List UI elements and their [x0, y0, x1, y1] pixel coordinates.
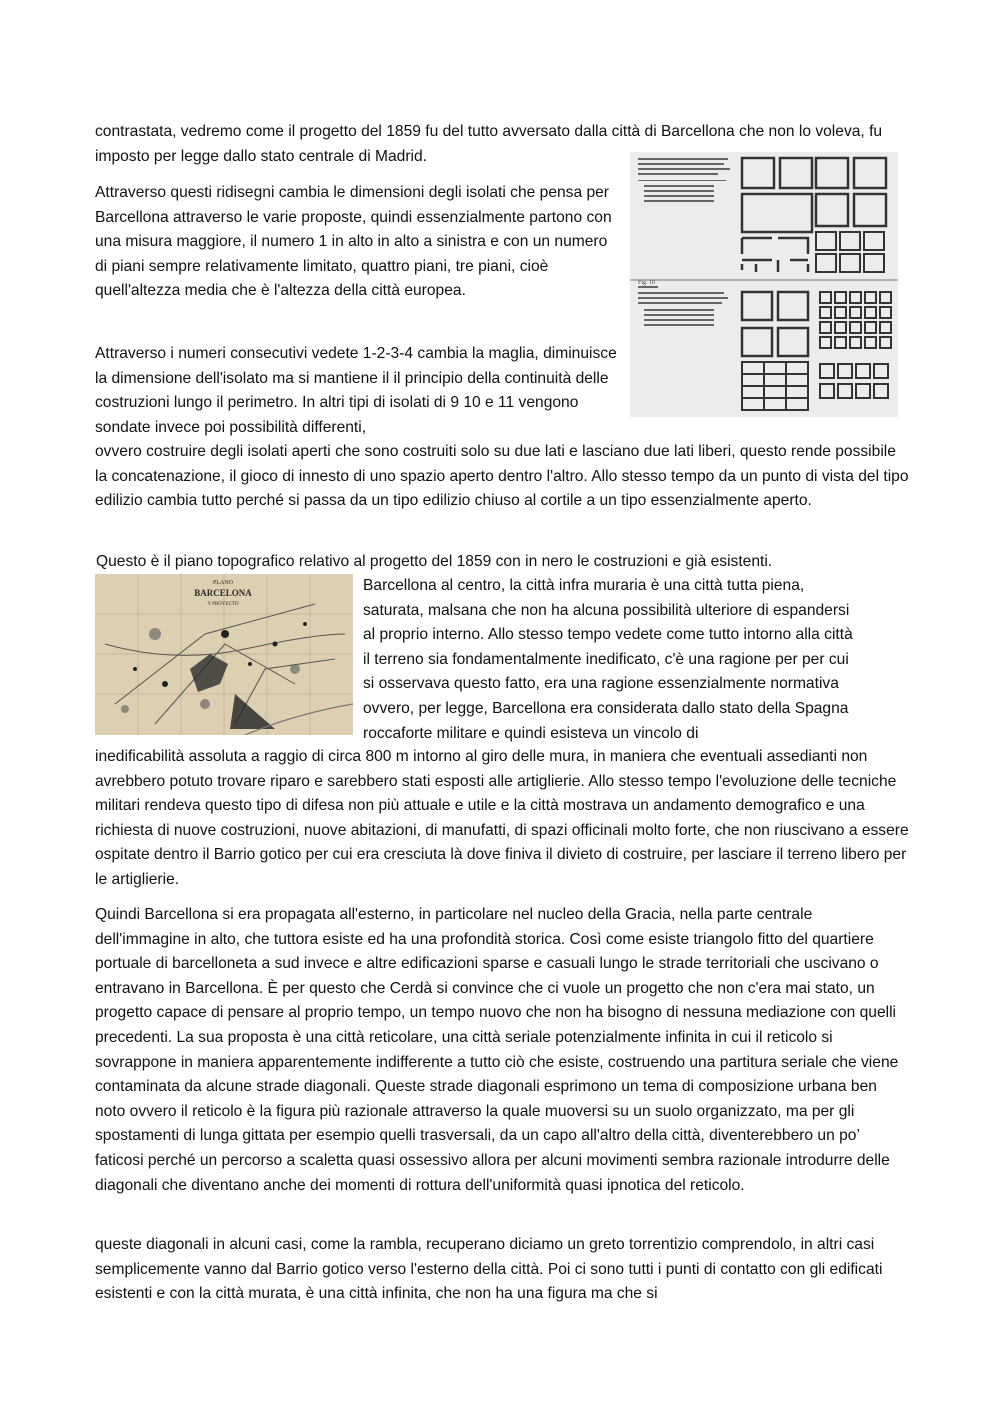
paragraph-4-side: Barcellona al centro, la città infra muraria è una città tutta piena, saturata, malsana che non ha alcuna possibilità ulteriore di espandersi al proprio interno. Allo stesso tempo vedete come tutto intorno alla città il terreno sia fondamentalmente inedificato, c'è una ragione per per cui si osservava questo fatto, era una ragione essenzialmente normativa ovvero, per legge, Barcellona era considerata dallo stato della Spagna roccaforte militare e quindi esisteva un vincolo di	[363, 577, 853, 742]
svg-text:PLANO: PLANO	[212, 580, 234, 586]
fig-label: Fig. 10	[638, 280, 656, 286]
paragraph-4-title: Questo è il piano topografico relativo al progetto del 1859 con in nero le costruzioni e già esistenti.	[96, 553, 773, 570]
barcelona-plan-figure	[95, 574, 353, 735]
paragraph-4-wide: inedificabilità assoluta a raggio di circa 800 m intorno al giro delle mura, in maniera che eventuali assedianti non avrebbero potuto trovare riparo e sarebbero stati esposti alle artiglierie. Allo stesso tempo l'evoluzione delle tecniche militari rendeva questo tipo di difesa non più attuale e utile e la città mostrava un andamento demografico e una richiesta di nuove costruzioni, nuove abitazioni, di manufatti, di spazi officinali molto forte, che non riuscivano a essere ospitate dentro il Barrio gotico per cui era cresciuta là dove finiva il divieto di costruire, per lasciare il terreno libero per le artiglierie.	[95, 748, 909, 888]
paragraph-3-wide: ovvero costruire degli isolati aperti che sono costruiti solo su due lati e lasciano due lati liberi, questo rende possibile la concatenazione, il gioco di innesto di uno spazio aperto dentro l'altro. Allo stesso tempo da un punto di vista del tipo edilizio cambia tutto perché si passa da un tipo edilizio chiuso al cortile a un tipo essenzialmente aperto.	[95, 443, 909, 510]
svg-text:BARCELONA: BARCELONA	[194, 588, 252, 598]
paragraph-1: contrastata, vedremo come il progetto del 1859 fu del tutto avversato dalla città di Barcellona che non lo voleva, fu imposto per legge dallo stato centrale di Madrid.	[95, 123, 883, 165]
block-types-figure	[630, 152, 898, 417]
paragraph-2: Attraverso questi ridisegni cambia le dimensioni degli isolati che pensa per Barcellona attraverso le varie proposte, quindi essenzialmente partono con una misura maggiore, il numero 1 in alto in alto a sinistra e con un numero di piani sempre relativamente limitato, quattro piani, tre piani, cioè quell'altezza media che è l'altezza della città europea.	[95, 184, 612, 300]
paragraph-6: queste diagonali in alcuni casi, come la rambla, recuperano diciamo un greto torrentizio comprendolo, in altri casi semplicemente vanno dal Barrio gotico verso l'esterno della città. Poi ci sono tutti i punti di contatto con gli edificati esistenti e con la città murata, è una città infinita, che non ha una figura ma che si	[95, 1236, 883, 1303]
svg-text:Y PROYECTO: Y PROYECTO	[207, 602, 239, 607]
barcelona-plan-drawing	[95, 574, 353, 735]
paragraph-5: Quindi Barcellona si era propagata all'esterno, in particolare nel nucleo della Gracia, nella parte centrale dell'immagine in alto, che tuttora esiste ed ha una profondità storica. Così come esiste triangolo fitto del quartiere portuale di barcelloneta a sud invece e altre edificazioni sparse e casuali lungo le strade territoriali che uscivano o entravano in Barcellona. È per questo che Cerdà si convince che ci vuole un progetto che non c'era mai stato, un progetto capace di pensare al proprio tempo, un tempo nuovo che non ha bisogno di nessuna mediazione con quelli precedenti. La sua proposta è una città reticolare, una città seriale potenzialmente infinita in cui il reticolo si sovrappone in maniera apparentemente indifferente a tutto ciò che esiste, costruendo una partitura seriale che viene contaminata da alcune strade diagonali. Queste strade diagonali esprimono un tema di composizione urbana ben noto ovvero il reticolo è la figura più razionale attraverso la quale muoversi su un suolo organizzato, ma per gli spostamenti di lunga gittata per esempio quelli trasversali, da un capo all'altro della città, diventerebbero un po’ faticosi perché un percorso a scaletta quasi ossessivo allora per alcuni movimenti sembra razionale introdurre delle diagonali che diventano anche dei momenti di rottura dell'uniformità quasi ipnotica del reticolo.	[95, 906, 899, 1194]
paragraph-3-narrow: Attraverso i numeri consecutivi vedete 1-2-3-4 cambia la maglia, diminuisce la dimensione dell'isolato ma si mantiene il il principio della continuità delle costruzioni lungo il perimetro. In altri tipi di isolati di 9 10 e 11 vengono sondate invece poi possibilità differenti,	[95, 345, 617, 436]
block-types-drawing	[630, 152, 898, 417]
